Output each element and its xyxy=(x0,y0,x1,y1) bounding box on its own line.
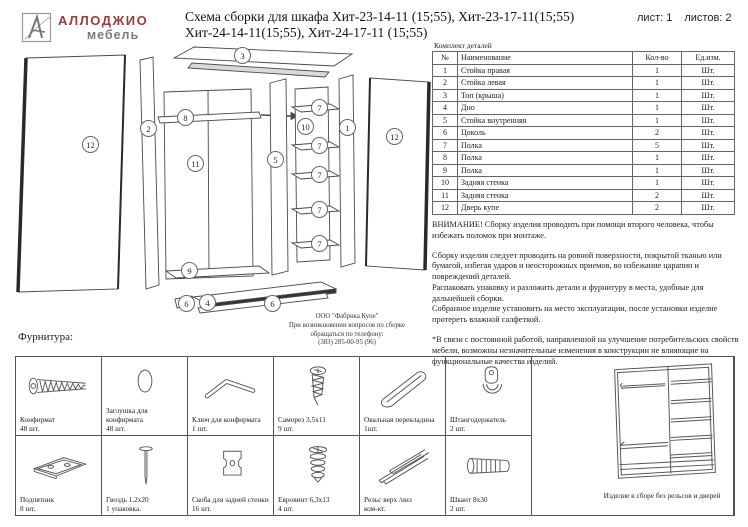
note-paragraph-2: Распаковать упаковку и разложить детали и фурнитуру в места, удобные для дальнейшей сборки. xyxy=(432,282,704,303)
hardware-item-dowel xyxy=(446,436,532,515)
hardware-item-name: Скоба для задней стенки xyxy=(192,494,269,504)
contact-line2: При возникновении вопросов по сборке xyxy=(288,321,406,329)
rod-holder-icon xyxy=(446,357,531,415)
balloon-9: 9 xyxy=(181,262,198,279)
hardware-item-name: Шкант 8х30 xyxy=(450,494,488,504)
part-qty: 1 xyxy=(633,102,682,115)
balloon-1: 1 xyxy=(339,119,356,136)
balloon-12-left-door: 12 xyxy=(82,136,99,153)
part-unit: Шт. xyxy=(682,139,735,152)
part-unit: Шт. xyxy=(682,152,735,165)
assembled-product-cell xyxy=(532,357,734,515)
hardware-table xyxy=(15,356,735,516)
balloon-6b: 6 xyxy=(264,295,281,312)
hardware-item-cap xyxy=(102,357,188,436)
part-unit: Шт. xyxy=(682,177,735,190)
parts-table-header xyxy=(433,52,735,65)
part-unit: Шт. xyxy=(682,64,735,77)
part-num: 3 xyxy=(433,89,458,102)
sheet-info xyxy=(637,12,744,24)
part-name: Топ (крыша) xyxy=(458,89,633,102)
balloon-5: 5 xyxy=(267,151,284,168)
contact-phone: (383) 285-00-95 (96) xyxy=(318,339,376,347)
part-unit: Шт. xyxy=(682,77,735,90)
part-name: Задняя стенка xyxy=(458,189,633,202)
exploded-view-diagram xyxy=(8,42,438,337)
part-num: 2 xyxy=(433,77,458,90)
hardware-item-qty: 48 шт. xyxy=(106,423,126,433)
hardware-item-confirmat xyxy=(16,357,102,436)
part-unit: Шт. xyxy=(682,164,735,177)
balloon-8: 8 xyxy=(177,109,194,126)
self-tapping-screw-icon xyxy=(274,357,359,415)
hardware-item-name: Евровинт 6,3х13 xyxy=(278,494,330,504)
foot-plate-icon xyxy=(16,436,101,495)
table-row xyxy=(433,189,735,202)
hardware-item-name: Подпятник xyxy=(20,494,55,504)
brand-logo xyxy=(58,13,168,42)
confirmat-screw-icon xyxy=(16,357,101,415)
hardware-item-euro-screw xyxy=(274,436,360,515)
hardware-item-qty: 9 шт. xyxy=(278,423,294,433)
sheets-total: листов: 2 xyxy=(684,12,732,24)
part-num: 5 xyxy=(433,114,458,127)
dowel-icon xyxy=(446,436,531,495)
euro-screw-icon xyxy=(274,436,359,495)
balloon-3: 3 xyxy=(234,47,251,64)
balloon-6a: 6 xyxy=(178,295,195,312)
hardware-item-oval-rod xyxy=(360,357,446,436)
part-num: 7 xyxy=(433,139,458,152)
part-name: Полка xyxy=(458,139,633,152)
parts-table xyxy=(432,51,735,215)
part-name: Полка xyxy=(458,164,633,177)
brand-name: АЛЛОДЖИО xyxy=(58,13,149,28)
oval-rod-icon xyxy=(360,357,445,415)
table-row xyxy=(433,89,735,102)
part-name: Дверь купе xyxy=(458,202,633,215)
hardware-item-rail xyxy=(360,436,446,515)
part-name: Цоколь xyxy=(458,127,633,140)
part-name: Полка xyxy=(458,152,633,165)
balloon-4: 4 xyxy=(199,294,216,311)
part-qty: 5 xyxy=(633,139,682,152)
table-row xyxy=(433,177,735,190)
hardware-item-qty: ком-кт. xyxy=(364,503,386,513)
parts-table-caption: Комплект деталей xyxy=(434,41,492,50)
hardware-item-name: Заглушка для конфирмата xyxy=(106,405,148,424)
part-qty: 1 xyxy=(633,89,682,102)
part-qty: 1 xyxy=(633,64,682,77)
part-unit: Шт. xyxy=(682,127,735,140)
hardware-item-qty: 16 шт. xyxy=(192,503,212,513)
assembled-wardrobe-drawing xyxy=(605,360,725,486)
warning-text: ВНИМАНИЕ! Сборку изделия проводить при помощи второго человека, чтобы избежать поломок при монтаже. xyxy=(432,220,714,240)
part-qty: 2 xyxy=(633,189,682,202)
hardware-item-qty: 8 шт. xyxy=(20,503,36,513)
page-title-line2: Хит-24-14-11(15;55), Хит-24-17-11 (15;55) xyxy=(185,25,428,40)
hardware-section-title: Фурнитура: xyxy=(18,331,74,343)
part-name: Стойка внутренняя xyxy=(458,114,633,127)
note-paragraph-4: *В связи с постоянной работой, направленной на улучшение потребительских свойств мебели, возможны незначительные изменения в конструкции не влияющие на функциональные качества изделий. xyxy=(432,335,739,366)
balloon-2: 2 xyxy=(140,120,157,137)
hardware-item-name: Ключ для конфирмата xyxy=(192,414,261,424)
hardware-item-name: Штангодержатель xyxy=(450,414,507,424)
hardware-item-name: Овальная перекладина xyxy=(364,414,435,424)
hardware-item-name: Конфирмат xyxy=(20,414,56,424)
hardware-item-qty: 2 шт. xyxy=(450,423,466,433)
nail-icon xyxy=(102,436,187,495)
part-name: Стойка правая xyxy=(458,64,633,77)
part-qty: 1 xyxy=(633,114,682,127)
part-num: 8 xyxy=(433,152,458,165)
part-num: 6 xyxy=(433,127,458,140)
part-qty: 1 xyxy=(633,152,682,165)
exploded-view-drawing xyxy=(8,42,438,337)
hardware-item-back-wall-bracket xyxy=(188,436,274,515)
part-qty: 1 xyxy=(633,77,682,90)
part-num: 10 xyxy=(433,177,458,190)
sheet-number: лист: 1 xyxy=(637,12,673,24)
hardware-item-qty: 4 шт. xyxy=(278,503,294,513)
part-unit: Шт. xyxy=(682,114,735,127)
hardware-item-qty: 1 упаковка. xyxy=(106,503,142,513)
hardware-item-qty: 48 шт. xyxy=(20,423,40,433)
part-qty: 2 xyxy=(633,127,682,140)
rail-icon xyxy=(360,436,445,495)
hardware-item-name: Рельс верх /низ xyxy=(364,494,412,504)
manufacturer-name: ООО "Фабрика Купе" xyxy=(315,313,379,320)
part-unit: Шт. xyxy=(682,202,735,215)
assembled-product-caption: Изделие в сборе без рельсов и дверей xyxy=(603,491,721,500)
part-num: 9 xyxy=(433,164,458,177)
brand-subtitle: мебель xyxy=(86,28,140,42)
part-unit: Шт. xyxy=(682,189,735,202)
balloon-7c: 7 xyxy=(311,166,328,183)
brand-logo-icon xyxy=(20,11,54,45)
part-qty: 2 xyxy=(633,202,682,215)
table-row xyxy=(433,202,735,215)
hardware-item-qty: 1 шт. xyxy=(192,423,208,433)
hardware-item-name: Гвоздь 1.2х20 xyxy=(106,494,149,504)
col-header-name: Наименование xyxy=(458,52,633,65)
part-num: 4 xyxy=(433,102,458,115)
col-header-qty: Кол-во xyxy=(633,52,682,65)
assembly-notes xyxy=(432,220,740,367)
part-name: Стойка левая xyxy=(458,77,633,90)
table-row xyxy=(433,114,735,127)
hardware-item-nail xyxy=(102,436,188,515)
table-row xyxy=(433,164,735,177)
balloon-12-right-door: 12 xyxy=(386,128,403,145)
table-row xyxy=(433,152,735,165)
hardware-item-foot-plate xyxy=(16,436,102,515)
part-unit: Шт. xyxy=(682,89,735,102)
hardware-item-self-tapping-screw xyxy=(274,357,360,436)
balloon-7b: 7 xyxy=(311,137,328,154)
part-qty: 1 xyxy=(633,177,682,190)
hardware-item-qty: 1шт. xyxy=(364,423,378,433)
back-wall-bracket-icon xyxy=(188,436,273,495)
hardware-item-rod-holder xyxy=(446,357,532,436)
note-paragraph-3: Собранное изделие установить на место эксплуатации, после установки изделие протереть влажной салфеткой. xyxy=(432,304,718,325)
part-unit: Шт. xyxy=(682,102,735,115)
part-num: 1 xyxy=(433,64,458,77)
balloon-7e: 7 xyxy=(311,235,328,252)
table-row xyxy=(433,127,735,140)
contact-line3: обращаться по телефону: xyxy=(310,330,384,338)
balloon-11: 11 xyxy=(187,155,204,172)
cap-icon xyxy=(102,357,187,406)
col-header-unit: Ед.изм. xyxy=(682,52,735,65)
balloon-7a: 7 xyxy=(311,99,328,116)
table-row xyxy=(433,102,735,115)
part-name: Задняя стенка xyxy=(458,177,633,190)
page-title xyxy=(185,9,574,41)
manufacturer-contact xyxy=(262,313,432,348)
part-qty: 1 xyxy=(633,164,682,177)
balloon-7d: 7 xyxy=(311,201,328,218)
part-name: Дно xyxy=(458,102,633,115)
hardware-item-qty: 2 шт. xyxy=(450,503,466,513)
note-paragraph-1: Сборку изделия следует проводить на ровной поверхности, покрытой тканью или бумагой, избегая ударов и неосторожных приемов, во избежание царапин и повреждений деталей. xyxy=(432,250,722,282)
table-row xyxy=(433,64,735,77)
table-row xyxy=(433,139,735,152)
col-header-num: № xyxy=(433,52,458,65)
hex-key-icon xyxy=(188,357,273,415)
page-title-line1: Схема сборки для шкафа Хит-23-14-11 (15;55), Хит-23-17-11(15;55) xyxy=(185,9,575,24)
hardware-item-name: Саморез 3,5х11 xyxy=(278,414,326,424)
balloon-10: 10 xyxy=(297,118,314,135)
part-num: 12 xyxy=(433,202,458,215)
table-row xyxy=(433,77,735,90)
hardware-item-hex-key xyxy=(188,357,274,436)
part-num: 11 xyxy=(433,189,458,202)
